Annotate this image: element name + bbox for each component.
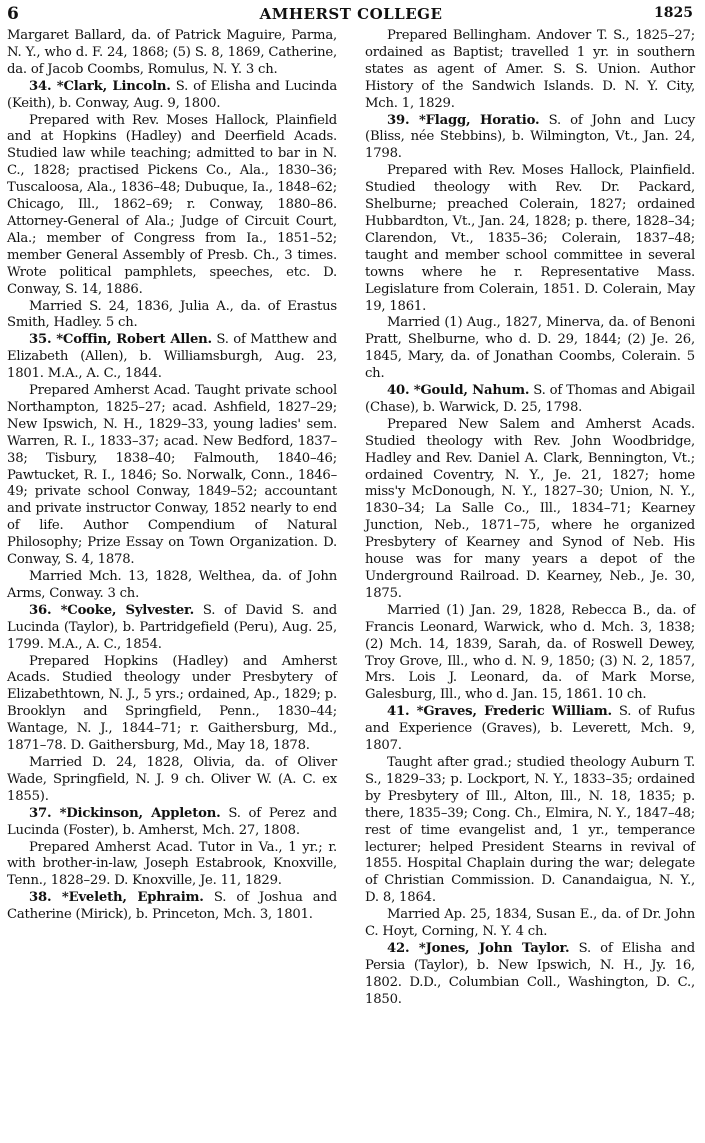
entry-heading-paragraph [7, 806, 337, 840]
entry-number: 34. [29, 78, 57, 94]
entry-heading-paragraph [365, 113, 695, 164]
paragraph-text: S. of Rufus and Experience (Graves), b. Leverett, Mch. 9, 1807. [365, 704, 695, 754]
entry-heading-paragraph [7, 890, 337, 924]
right-column [365, 28, 695, 1009]
entry-number: 37. [29, 805, 60, 821]
paragraph-text: Prepared Hopkins (Hadley) and Amherst Acads. Studied theology under Presbytery of Elizabethtown, N. J., 5 yrs.; ordained, Ap., 1829; p. Brooklyn and Springfield, Penn., 1830–44; Wantage, N. J., 1844–71; r. Gaithersburg, Md., 1871–78. D. Gaithersburg, Md., May 18, 1878. [7, 653, 337, 754]
paragraph-text: Married (1) Jan. 29, 1828, Rebecca B., da. of Francis Leonard, Warwick, who d. Mch. 3, 1838; (2) Mch. 14, 1839, Sarah, da. of Roswell Dewey, Troy Grove, Ill., who d. N. 9, 1850; (3) N. 2, 1857, Mrs. Lois J. Leonard, da. of Mark Morse, Galesburg, Ill., who d. Jan. 15, 1861. 10 ch. [365, 602, 695, 703]
entry-heading-paragraph [7, 79, 337, 113]
page-number: 6 [7, 4, 19, 24]
paragraph [7, 654, 337, 755]
entry-name: *Clark, Lincoln. [56, 78, 171, 94]
paragraph-text: S. of Elisha and Persia (Taylor), b. New Ipswich, N. H., Jy. 16, 1802. D.D., Columbian Coll., Washington, D. C., 1850. [365, 940, 695, 1007]
paragraph [365, 907, 695, 941]
paragraph-text: Married Ap. 25, 1834, Susan E., da. of Dr. John C. Hoyt, Corning, N. Y. 4 ch. [365, 907, 695, 940]
paragraph [7, 840, 337, 891]
entry-name: *Dickinson, Appleton. [59, 805, 221, 821]
entry-name: *Coffin, Robert Allen. [56, 332, 212, 348]
paragraph-text: Prepared with Rev. Moses Hallock, Plainfield. Studied theology with Rev. Dr. Packard, Shelburne; preached Colerain, 1827; ordained Hubbardton, Vt., Jan. 24, 1828; p. there, 1828–34; Clarendon, Vt., 1835–36; Colerain, 1837–48; taught and member school committee in several towns where he r. Representative Mass. Legislature from Colerain, 1851. D. Colerain, May 19, 1861. [365, 163, 695, 314]
paragraph-text: Taught after grad.; studied theology Auburn T. S., 1829–33; p. Lockport, N. Y., 1833–35; ordained by Presbytery of Ill., Alton, Ill., N. 18, 1835; p. there, 1835–39; Cong. Ch., Elmira, N. Y., 1847–48; rest of time evangelist and, 1 yr., temperance lecturer; helped President Stearns in revival of 1855. Hospital Chaplain during the war; delegate of Christian Commission. D. Canandaigua, N. Y., D. 8, 1864. [365, 754, 695, 906]
running-header [7, 2, 695, 24]
paragraph-text: Prepared Amherst Acad. Taught private school Northampton, 1825–27; acad. Ashfield, 1827–29; New Ipswich, N. H., 1829–33, young ladies' sem. Warren, R. I., 1833–37; acad. New Bedford, 1837–38; Tisbury, 1838–40; Falmouth, 1840–46; Pawtucket, R. I., 1846; So. Norwalk, Conn., 1846–49; private school Conway, 1849–52; accountant and private instructor Conway, 1852 nearly to end of life. Author Compendium of Natural Philosophy; Prize Essay on Town Organization. D. Conway, S. 4, 1878. [7, 383, 337, 568]
paragraph-text: Married D. 24, 1828, Olivia, da. of Oliver Wade, Springfield, N. J. 9 ch. Oliver W. (A. C. ex 1855). [7, 754, 337, 804]
paragraph-text: S. of David S. and Lucinda (Taylor), b. Partridgefield (Peru), Aug. 25, 1799. M.A., A. C., 1854. [7, 602, 338, 652]
paragraph-text: S. of Elisha and Lucinda (Keith), b. Conway, Aug. 9, 1800. [7, 78, 338, 111]
paragraph [7, 755, 337, 806]
entry-number: 41. [387, 704, 417, 720]
entry-number: 35. [29, 332, 57, 348]
paragraph-text: Prepared with Rev. Moses Hallock, Plainfield and at Hopkins (Hadley) and Deerfield Acads. Studied law while teaching; admitted to bar in N. C., 1828; practised Pickens Co., Ala., 1830–36; Tuscaloosa, Ala., 1836–48; Dubuque, Ia., 1848–62; Chicago, Ill., 1862–69; r. Conway, 1880–86. Attorney-General of Ala.; Judge of Circuit Court, Ala.; member of Congress from Ia., 1851–52; member General Assembly of Presb. Ch., 3 times. Wrote political pamphlets, speeches, etc. D. Conway, S. 14, 1886. [7, 112, 337, 297]
text-columns [7, 28, 695, 1009]
paragraph [365, 755, 695, 907]
paragraph [7, 299, 337, 333]
entry-name: *Flagg, Horatio. [418, 112, 540, 128]
paragraph [7, 28, 337, 79]
paragraph [365, 28, 695, 113]
entry-heading-paragraph [7, 603, 337, 654]
paragraph [365, 603, 695, 704]
paragraph-text: Prepared Amherst Acad. Tutor in Va., 1 yr.; r. with brother-in-law, Joseph Estabrook, Knoxville, Tenn., 1828–29. D. Knoxville, Je. 11, 1829. [7, 839, 337, 889]
entry-name: *Eveleth, Ephraim. [61, 890, 204, 906]
paragraph-text: S. of John and Lucy (Bliss, née Stebbins), b. Wilmington, Vt., Jan. 24, 1798. [365, 112, 696, 162]
entry-name: *Jones, John Taylor. [418, 940, 570, 956]
entry-heading-paragraph [365, 941, 695, 1009]
entry-number: 39. [387, 112, 419, 128]
entry-name: *Cooke, Sylvester. [60, 602, 194, 618]
class-year: 1825 [654, 5, 693, 21]
entry-heading-paragraph [365, 704, 695, 755]
paragraph [7, 113, 337, 299]
paragraph [7, 569, 337, 603]
paragraph-text: Married (1) Aug., 1827, Minerva, da. of Benoni Pratt, Shelburne, who d. D. 29, 1844; (2) Je. 26, 1845, Mary, da. of Jonathan Coombs, Colerain. 5 ch. [365, 315, 695, 382]
left-column [7, 28, 337, 1009]
paragraph [365, 417, 695, 603]
paragraph [7, 383, 337, 569]
paragraph-text: S. of Thomas and Abigail (Chase), b. Warwick, D. 25, 1798. [365, 383, 695, 415]
paragraph-text: Prepared New Salem and Amherst Acads. Studied theology with Rev. John Woodbridge, Hadley and Rev. Daniel A. Clark, Bennington, Vt.; ordained Coventry, N. Y., Je. 21, 1827; home miss'y McDonough, N. Y., 1827–30; Union, N. Y., 1830–34; La Salle Co., Ill., 1834–71; Kearney Junction, Neb., 1871–75, where he organized Presbytery of Kearney and Synod of Neb. His house was for many years a depot of the Underground Railroad. D. Kearney, Neb., Je. 30, 1875. [365, 416, 695, 601]
paragraph-text: Prepared Bellingham. Andover T. S., 1825–27; ordained as Baptist; travelled 1 yr. in southern states as agent of Amer. S. S. Union. Author History of the Sandwich Islands. D. N. Y. City, Mch. 1, 1829. [365, 28, 695, 111]
entry-number: 42. [387, 940, 419, 956]
entry-name: *Gould, Nahum. [413, 383, 530, 399]
entry-heading-paragraph [7, 332, 337, 383]
entry-heading-paragraph [365, 383, 695, 417]
entry-number: 40. [387, 383, 414, 399]
running-title: AMHERST COLLEGE [259, 5, 443, 23]
paragraph-text: S. of Matthew and Elizabeth (Allen), b. Williamsburgh, Aug. 23, 1801. M.A., A. C., 1844. [7, 332, 338, 382]
paragraph [365, 163, 695, 315]
paragraph-text: Married S. 24, 1836, Julia A., da. of Erastus Smith, Hadley. 5 ch. [7, 298, 337, 331]
paragraph-text: S. of Perez and Lucinda (Foster), b. Amherst, Mch. 27, 1808. [7, 805, 337, 838]
entry-number: 36. [29, 602, 61, 618]
entry-name: *Graves, Frederic William. [416, 704, 612, 720]
paragraph-text: Married Mch. 13, 1828, Welthea, da. of John Arms, Conway. 3 ch. [7, 569, 337, 601]
paragraph [365, 315, 695, 383]
entry-number: 38. [29, 890, 62, 906]
paragraph-text: S. of Joshua and Catherine (Mirick), b. Princeton, Mch. 3, 1801. [7, 890, 338, 923]
paragraph-text: Margaret Ballard, da. of Patrick Maguire, Parma, N. Y., who d. F. 24, 1868; (5) S. 8, 1869, Catherine, da. of Jacob Coombs, Romulus, N. Y. 3 ch. [7, 28, 337, 77]
